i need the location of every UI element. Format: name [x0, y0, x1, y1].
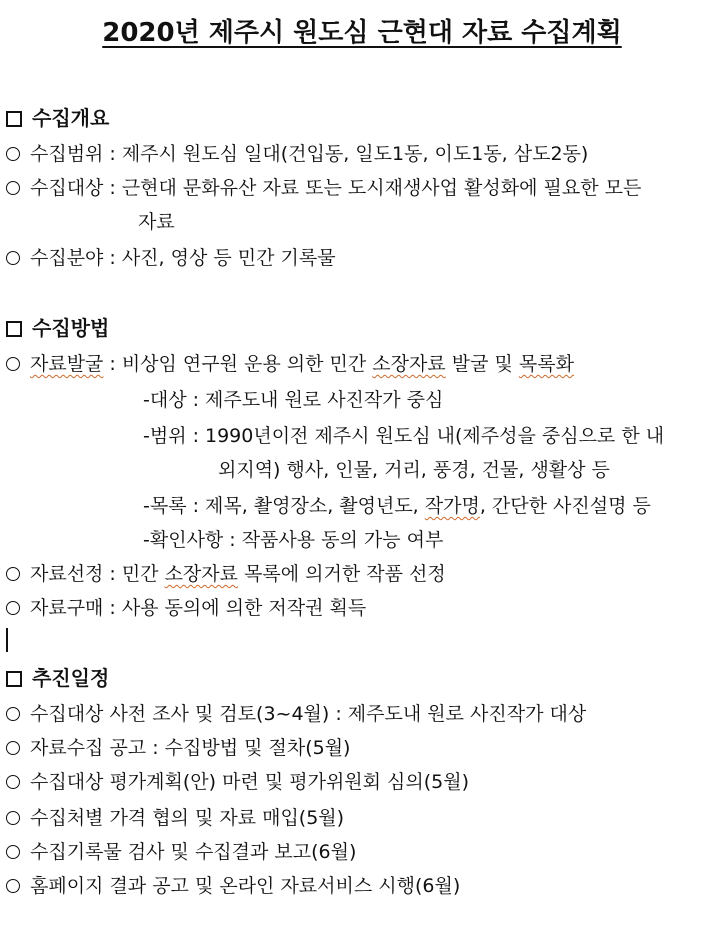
section-heading-text: 수집개요	[32, 106, 110, 130]
sub-colon: :	[192, 425, 199, 447]
item-text: 발굴 및	[445, 353, 519, 375]
sub-text: , 간단한 사진설명 등	[479, 495, 651, 517]
sub-text-flagged: 작가명	[424, 495, 480, 517]
item-text-flagged: 목록화	[518, 353, 574, 375]
circle-bullet-icon	[6, 775, 20, 789]
checkbox-square-icon	[6, 111, 22, 127]
schedule-item	[6, 840, 356, 864]
circle-bullet-icon	[6, 811, 20, 825]
sub-label: -범위	[143, 425, 187, 447]
sub-text: 1990년이전 제주시 원도심 내(제주성을 중심으로 한 내	[204, 425, 665, 447]
circle-bullet-icon	[6, 567, 20, 581]
checkbox-square-icon	[6, 321, 22, 337]
item-text: 목록에 의거한 작품 선정	[238, 563, 446, 585]
item-label: 자료구매	[30, 597, 104, 619]
overview-field-item	[6, 246, 336, 270]
item-text: 제주시 원도심 일대(건입동, 일도1동, 이도1동, 삼도2동)	[121, 143, 589, 165]
item-label: 수집분야	[30, 247, 104, 269]
item-label: 수집대상	[30, 177, 104, 199]
circle-bullet-icon	[6, 181, 20, 195]
method-sub-range-continuation: 외지역) 행사, 인물, 거리, 풍경, 건물, 생활상 등	[218, 459, 610, 481]
method-sub-target	[143, 388, 443, 412]
item-text: 민간	[121, 563, 165, 585]
item-colon: :	[109, 177, 116, 199]
sub-text: 작품사용 동의 가능 여부	[241, 529, 444, 551]
circle-bullet-icon	[6, 251, 20, 265]
sub-label: -목록	[143, 495, 187, 517]
section-heading-overview	[6, 106, 109, 130]
text-cursor[interactable]	[6, 628, 8, 652]
circle-bullet-icon	[6, 147, 20, 161]
item-text: 사진, 영상 등 민간 기록물	[121, 247, 336, 269]
circle-bullet-icon	[6, 741, 20, 755]
method-discovery-item	[6, 352, 574, 376]
item-text-flagged: 소장자료	[164, 563, 238, 585]
item-label: 수집범위	[30, 143, 104, 165]
circle-bullet-icon	[6, 601, 20, 615]
schedule-item	[6, 702, 586, 726]
sub-text: 제목, 촬영장소, 촬영년도,	[204, 495, 425, 517]
method-sub-range	[143, 424, 664, 448]
schedule-item-text: 수집기록물 검사 및 수집결과 보고(6월)	[30, 841, 357, 863]
schedule-item-text: 수집대상 사전 조사 및 검토(3~4월) : 제주도내 원로 사진작가 대상	[30, 703, 587, 725]
method-purchase-item	[6, 596, 366, 620]
sub-colon: :	[229, 529, 236, 551]
method-sub-check	[143, 528, 443, 552]
item-text: 사용 동의에 의한 저작권 획득	[121, 597, 367, 619]
section-heading-text: 추진일정	[32, 666, 110, 690]
sub-text: 제주도내 원로 사진작가 중심	[204, 389, 444, 411]
schedule-item	[6, 874, 460, 898]
overview-target-continuation: 자료	[138, 211, 175, 233]
circle-bullet-icon	[6, 879, 20, 893]
item-text-flagged: 소장자료	[372, 353, 446, 375]
sub-label: -확인사항	[143, 529, 224, 551]
schedule-item-text: 수집처별 가격 협의 및 자료 매입(5월)	[30, 807, 345, 829]
section-heading-text: 수집방법	[32, 316, 110, 340]
overview-range-item	[6, 142, 588, 166]
item-label: 자료선정	[30, 563, 104, 585]
schedule-item-text: 홈페이지 결과 공고 및 온라인 자료서비스 시행(6월)	[30, 875, 461, 897]
item-text: 비상임 연구원 운용 의한 민간	[121, 353, 373, 375]
schedule-item	[6, 770, 469, 794]
method-sub-list	[143, 494, 651, 518]
sub-colon: :	[192, 495, 199, 517]
circle-bullet-icon	[6, 845, 20, 859]
document-title-text: 2020년 제주시 원도심 근현대 자료 수집계획	[102, 18, 622, 48]
circle-bullet-icon	[6, 357, 20, 371]
item-colon: :	[109, 247, 116, 269]
schedule-item-text: 수집대상 평가계획(안) 마련 및 평가위원회 심의(5월)	[30, 771, 470, 793]
schedule-item	[6, 806, 344, 830]
method-selection-item	[6, 562, 446, 586]
checkbox-square-icon	[6, 671, 22, 687]
item-label: 자료발굴	[30, 353, 104, 375]
schedule-item-text: 자료수집 공고 : 수집방법 및 절차(5월)	[30, 737, 351, 759]
sub-label: -대상	[143, 389, 187, 411]
sub-colon: :	[192, 389, 199, 411]
document-title	[0, 12, 724, 49]
item-text: 근현대 문화유산 자료 또는 도시재생사업 활성화에 필요한 모든	[121, 177, 642, 199]
item-colon: :	[109, 597, 116, 619]
section-heading-method	[6, 316, 109, 340]
item-colon: :	[109, 563, 116, 585]
overview-target-item	[6, 176, 641, 200]
section-heading-schedule	[6, 666, 109, 690]
item-colon: :	[109, 353, 116, 375]
circle-bullet-icon	[6, 707, 20, 721]
item-colon: :	[109, 143, 116, 165]
schedule-item	[6, 736, 350, 760]
